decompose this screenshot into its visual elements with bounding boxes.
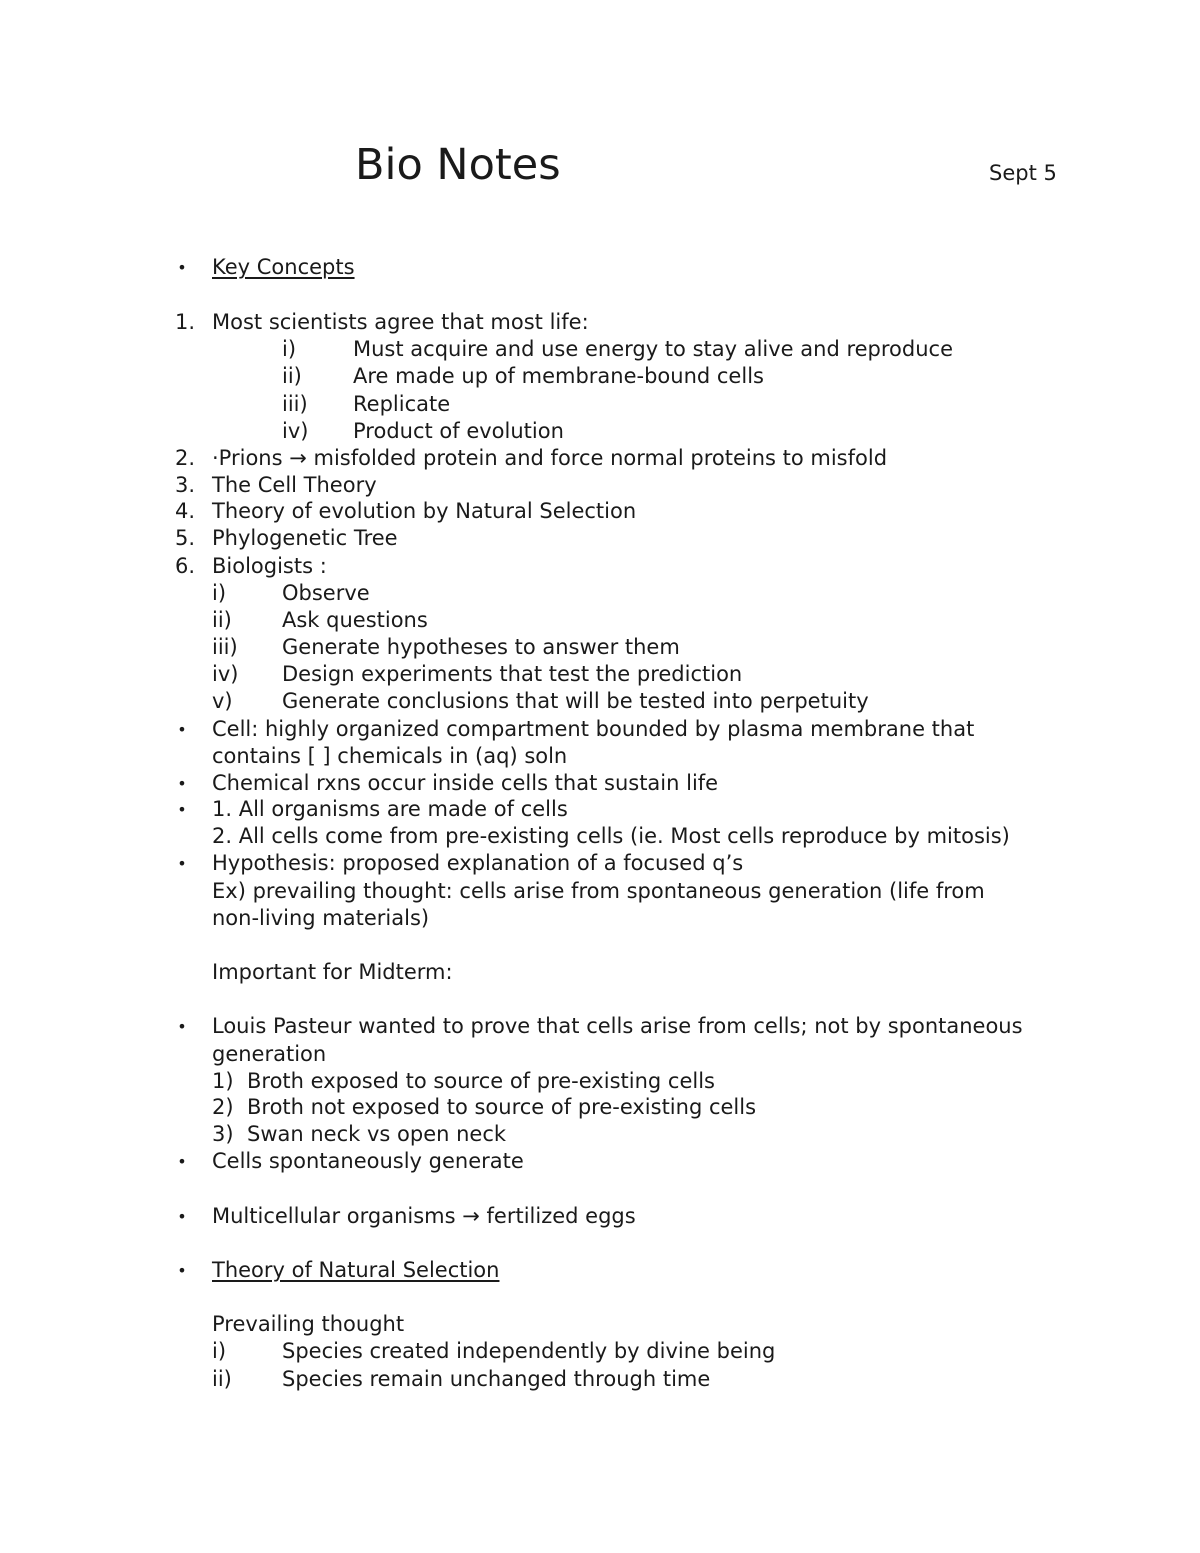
- bullet-glyph: •: [177, 720, 187, 739]
- sub-item: Generate hypotheses to answer them: [282, 635, 680, 659]
- sub-item-number: iv): [282, 419, 309, 443]
- sub-item: Product of evolution: [353, 419, 564, 443]
- sub-item: Replicate: [353, 392, 451, 416]
- natural-selection-heading: Theory of Natural Selection: [212, 1258, 500, 1282]
- bullet-text: Cells spontaneously generate: [212, 1149, 524, 1173]
- bullet-text: Hypothesis: proposed explanation of a focused q’s: [212, 851, 744, 875]
- list-number: 1.: [175, 310, 196, 334]
- sub-item-number: iii): [282, 392, 308, 416]
- sub-item: Generate conclusions that will be tested into perpetuity: [282, 689, 869, 713]
- list-item: The Cell Theory: [212, 473, 377, 497]
- bullet-text: contains [ ] chemicals in (aq) soln: [212, 744, 568, 768]
- sub-item: Design experiments that test the prediction: [282, 662, 743, 686]
- list-number: 4.: [175, 499, 196, 523]
- sub-item: Species remain unchanged through time: [282, 1367, 711, 1391]
- bullet-glyph: •: [177, 258, 187, 277]
- prevailing-thought: Prevailing thought: [212, 1312, 405, 1336]
- bullet-text: Louis Pasteur wanted to prove that cells arise from cells; not by spontaneous: [212, 1014, 1023, 1038]
- sub-item-number: ii): [282, 364, 302, 388]
- sub-item-number: i): [212, 1339, 227, 1363]
- list-item: ·Prions → misfolded protein and force normal proteins to misfold: [212, 446, 888, 470]
- sub-item: Observe: [282, 581, 370, 605]
- bullet-text: 1. All organisms are made of cells: [212, 797, 568, 821]
- list-number: 6.: [175, 554, 196, 578]
- bullet-text: Ex) prevailing thought: cells arise from spontaneous generation (life from: [212, 879, 985, 903]
- list-item: Theory of evolution by Natural Selection: [212, 499, 637, 523]
- sub-item: Broth not exposed to source of pre-existing cells: [247, 1095, 757, 1119]
- bullet-glyph: •: [177, 1261, 187, 1280]
- bullet-text: Chemical rxns occur inside cells that sustain life: [212, 771, 719, 795]
- sub-item-number: ii): [212, 608, 232, 632]
- bullet-glyph: •: [177, 1207, 187, 1226]
- list-item: Phylogenetic Tree: [212, 526, 398, 550]
- key-concepts-heading: Key Concepts: [212, 255, 355, 279]
- page-title: Bio Notes: [355, 140, 561, 190]
- bullet-text: non-living materials): [212, 906, 430, 930]
- sub-item: Must acquire and use energy to stay alive and reproduce: [353, 337, 954, 361]
- sub-item-number: iv): [212, 662, 239, 686]
- sub-item-number: v): [212, 689, 233, 713]
- sub-item-number: ii): [212, 1367, 232, 1391]
- sub-item: Are made up of membrane-bound cells: [353, 364, 764, 388]
- list-item: Biologists :: [212, 554, 327, 578]
- sub-item-number: 3): [212, 1122, 234, 1146]
- bullet-glyph: •: [177, 774, 187, 793]
- bullet-text: Multicellular organisms → fertilized eggs: [212, 1204, 636, 1228]
- sub-item-number: i): [282, 337, 297, 361]
- bullet-text: 2. All cells come from pre-existing cells (ie. Most cells reproduce by mitosis): [212, 824, 1010, 848]
- sub-item-number: iii): [212, 635, 238, 659]
- list-number: 3.: [175, 473, 196, 497]
- sub-item-number: 1): [212, 1069, 234, 1093]
- sub-item: Species created independently by divine being: [282, 1339, 776, 1363]
- list-item: Most scientists agree that most life:: [212, 310, 589, 334]
- sub-item-number: i): [212, 581, 227, 605]
- midterm-note: Important for Midterm:: [212, 960, 453, 984]
- bullet-text: generation: [212, 1042, 327, 1066]
- sub-item: Broth exposed to source of pre-existing cells: [247, 1069, 715, 1093]
- list-number: 5.: [175, 526, 196, 550]
- bullet-glyph: •: [177, 1152, 187, 1171]
- bullet-glyph: •: [177, 854, 187, 873]
- note-date: Sept 5: [989, 161, 1057, 185]
- list-number: 2.: [175, 446, 196, 470]
- bullet-glyph: •: [177, 800, 187, 819]
- sub-item: Swan neck vs open neck: [247, 1122, 507, 1146]
- sub-item: Ask questions: [282, 608, 428, 632]
- sub-item-number: 2): [212, 1095, 234, 1119]
- bullet-text: Cell: highly organized compartment bounded by plasma membrane that: [212, 717, 975, 741]
- bullet-glyph: •: [177, 1017, 187, 1036]
